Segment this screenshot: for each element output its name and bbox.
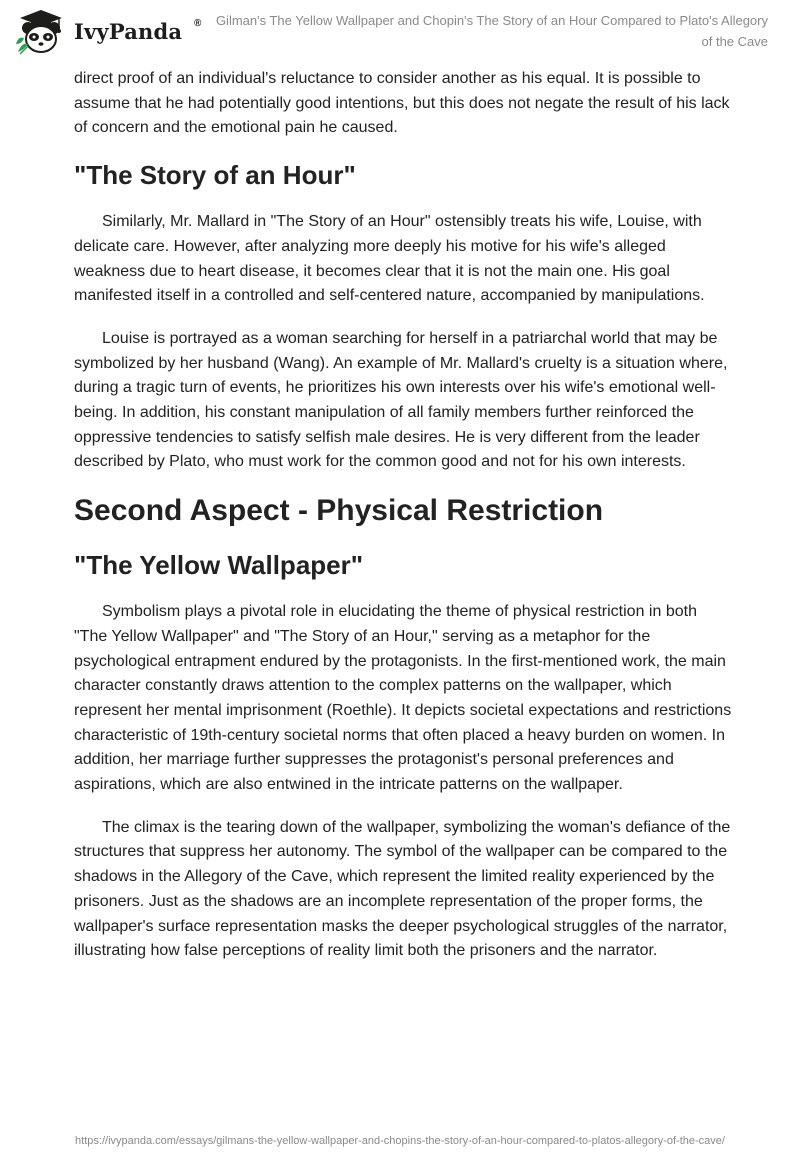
panda-graduate-icon xyxy=(14,8,68,56)
paragraph: Similarly, Mr. Mallard in "The Story of an Hour" ostensibly treats his wife, Louise, with delicate care. However, after analyzing more deeply his motive for his wife's alleged weakness due to heart disease, it becomes clear that it is not the main one. His goal manifested itself in a controlled and self-centered nature, accompanied by manipulations. xyxy=(74,213,705,305)
paragraph: The climax is the tearing down of the wallpaper, symbolizing the woman's defiance of the structures that suppress her autonomy. The symbol of the wallpaper can be compared to the shadows in the Allegory of the Cave, which represent the limited reality experienced by the prisoners. Just as the shadows are an incomplete representation of the proper forms, the wallpaper's surface representation masks the deeper psychological struggles of the narrator, illustrating how false perceptions of reality limit both the prisoners and the narrator. xyxy=(74,818,731,960)
brand-name: IvyPanda xyxy=(74,19,183,44)
essay-body xyxy=(74,67,734,982)
document-title: Gilman's The Yellow Wallpaper and Chopin's The Story of an Hour Compared to Plato's Allegory of the Cave xyxy=(215,13,768,49)
ivypanda-logo[interactable] xyxy=(14,8,202,52)
paragraph: Louise is portrayed as a woman searching for herself in a patriarchal world that may be symbolized by her husband (Wang). An example of Mr. Mallard's cruelty is a situation where, during a tragic turn of events, he prioritizes his own interests over his wife's emotional well-being. In addition, his constant manipulation of all family members further reinforced the oppressive tendencies to satisfy selfish male desires. He is very different from the leader described by Plato, who must work for the common good and not for his own interests. xyxy=(74,329,728,471)
intro-paragraph: direct proof of an individual's reluctance to consider another as his equal. It is possible to assume that he had potentially good intentions, but this does not negate the result of his lack of concern and the emotional pain he caused. xyxy=(74,70,730,137)
page-header xyxy=(0,0,800,64)
registered-mark: ® xyxy=(194,18,202,29)
aspect-heading: Second Aspect - Physical Restriction xyxy=(74,494,604,528)
paragraph: Symbolism plays a pivotal role in elucidating the theme of physical restriction in both "The Yellow Wallpaper" and "The Story of an Hour," serving as a metaphor for the psychological entrapment endured by the protagonists. In the first-mentioned work, the main character constantly draws attention to the complex patterns on the wallpaper, which represent her mental imprisonment (Roethle). It depicts societal expectations and restrictions characteristic of 19th-century societal norms that often placed a heavy burden on women. In addition, her marriage further suppresses the protagonist's personal preferences and aspirations, which are also entwined in the intricate patterns on the wallpaper. xyxy=(74,603,732,794)
source-url[interactable]: https://ivypanda.com/essays/gilmans-the-yellow-wallpaper-and-chopins-the-story-of-an-hour-compared-to-platos-allegory-of-the-cave/ xyxy=(75,1135,725,1147)
section-heading-story-of-an-hour: "The Story of an Hour" xyxy=(74,160,356,191)
section-heading-yellow-wallpaper: "The Yellow Wallpaper" xyxy=(74,550,364,581)
